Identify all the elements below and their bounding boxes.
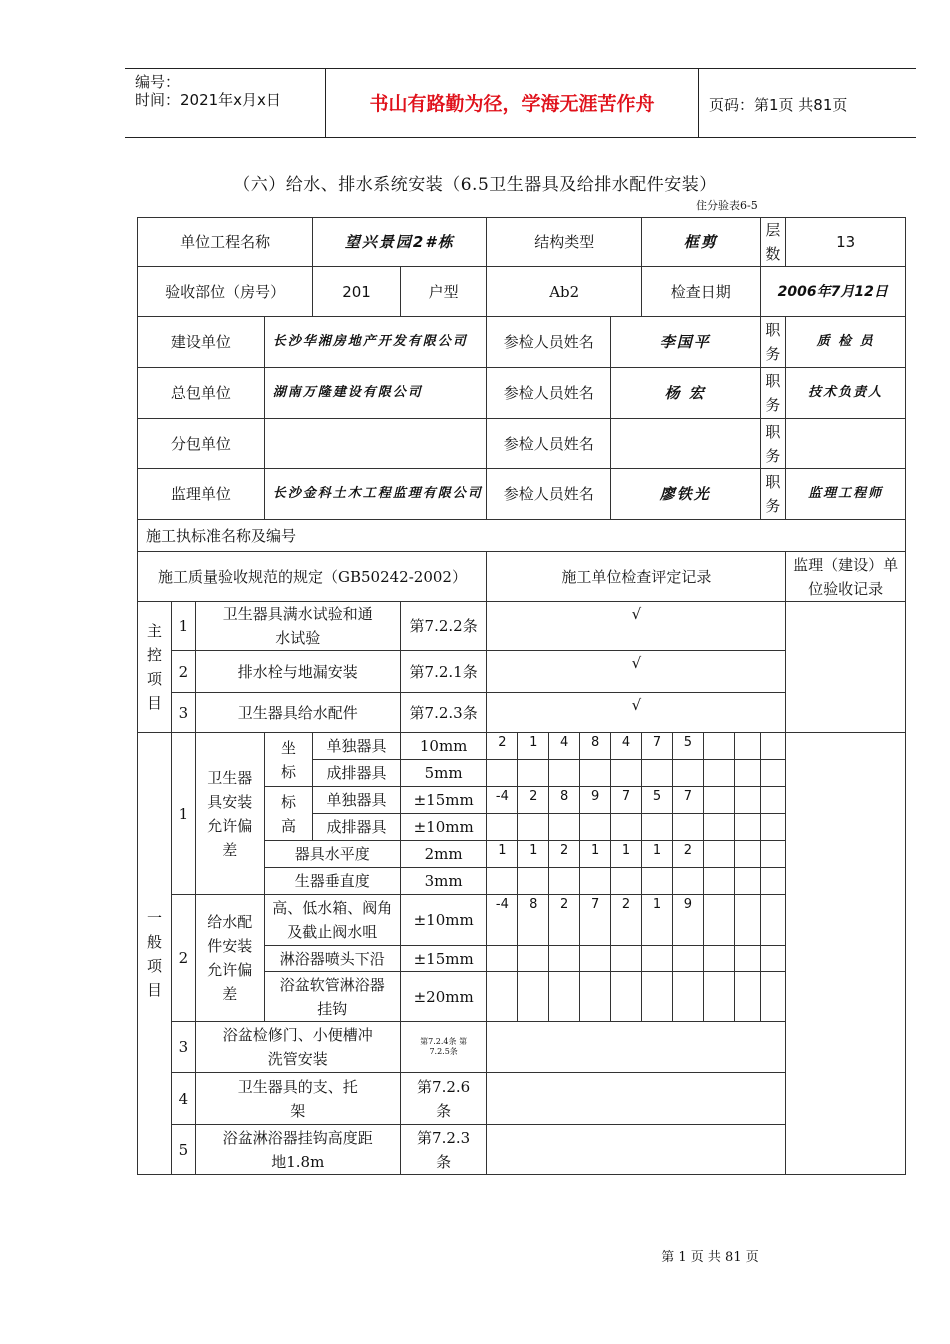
row-val: -4 — [487, 895, 518, 946]
row-val — [734, 895, 760, 946]
row-val — [760, 972, 786, 1022]
row-tol: ±10mm — [400, 895, 487, 946]
coord-label: 坐标 — [264, 733, 312, 787]
row-val — [642, 760, 673, 787]
floors-value: 13 — [786, 218, 906, 267]
row-val — [672, 946, 703, 972]
main-item-result: √ — [487, 651, 786, 693]
main-accept-cell — [786, 602, 906, 733]
row-tol: 2mm — [400, 841, 487, 868]
main-item-result: √ — [487, 693, 786, 733]
row-val — [611, 946, 642, 972]
main-control-label: 主控项目 — [138, 602, 172, 733]
main-item-result: √ — [487, 602, 786, 651]
row-val — [734, 814, 760, 841]
extra-item-clause: 第7.2.4条 第7.2.5条 — [400, 1022, 487, 1073]
general-item-no: 5 — [172, 1125, 196, 1175]
supervisor-label: 监理单位 — [138, 469, 265, 520]
supervisor-value: 长沙金科土木工程监理有限公司 — [264, 469, 487, 520]
row-val — [642, 814, 673, 841]
row-val — [611, 972, 642, 1022]
row-val — [672, 814, 703, 841]
row-tol: ±20mm — [400, 972, 487, 1022]
general-value: 湖南万隆建设有限公司 — [264, 368, 487, 419]
general-accept-cell — [786, 733, 906, 1175]
eval-header: 施工单位检查评定记录 — [487, 552, 786, 602]
row-val: 4 — [549, 733, 580, 760]
doc-time-label: 时间：2021年x月x日 — [135, 91, 281, 109]
row-val — [672, 868, 703, 895]
row-val — [703, 814, 734, 841]
row-val — [760, 868, 786, 895]
row-val — [487, 972, 518, 1022]
row-val — [760, 787, 786, 814]
row-val — [611, 760, 642, 787]
row-val — [487, 760, 518, 787]
row-val: 7 — [672, 787, 703, 814]
general-position-label: 职务 — [760, 368, 786, 419]
row-tol: 3mm — [400, 868, 487, 895]
row-val: 2 — [518, 787, 549, 814]
row-val: 2 — [549, 841, 580, 868]
supervisor-position-label: 职务 — [760, 469, 786, 520]
general-item-no: 2 — [172, 895, 196, 1022]
row-val — [549, 972, 580, 1022]
extra-item-name: 卫生器具的支、托 架 — [195, 1073, 400, 1125]
general-label: 总包单位 — [138, 368, 265, 419]
row-val — [549, 946, 580, 972]
general-person-value: 杨 宏 — [611, 368, 760, 419]
main-item-clause: 第7.2.3条 — [400, 693, 487, 733]
row-val — [580, 760, 611, 787]
extra-item-name: 浴盆检修门、小便槽冲洗管安装 — [195, 1022, 400, 1073]
header-page-cell — [699, 69, 916, 137]
row-val — [760, 841, 786, 868]
general-position-value: 技术负责人 — [786, 368, 906, 419]
row-val — [672, 760, 703, 787]
row-val — [703, 895, 734, 946]
supervisor-position-value: 监理工程师 — [786, 469, 906, 520]
check-date-label: 检查日期 — [642, 267, 761, 317]
row-val: 2 — [549, 895, 580, 946]
row-val — [580, 868, 611, 895]
unit-name-value: 望兴景园2#栋 — [313, 218, 487, 267]
row-val — [760, 814, 786, 841]
row-name: 生器垂直度 — [264, 868, 400, 895]
row-name: 器具水平度 — [264, 841, 400, 868]
row-val: 2 — [611, 895, 642, 946]
row-val — [611, 868, 642, 895]
standard-label: 施工执标准名称及编号 — [138, 520, 906, 552]
row-val: 1 — [580, 841, 611, 868]
builder-position-label: 职务 — [760, 317, 786, 368]
row-tol: ±15mm — [400, 946, 487, 972]
row-val — [580, 972, 611, 1022]
doc-number-label: 编号： — [135, 73, 181, 91]
g1-label: 卫生器具安装允许偏差 — [195, 733, 264, 895]
header-meta-cell — [125, 69, 326, 137]
row-name: 淋浴器喷头下沿 — [264, 946, 400, 972]
row-val: 8 — [549, 787, 580, 814]
builder-label: 建设单位 — [138, 317, 265, 368]
row-val — [760, 895, 786, 946]
elev-label: 标高 — [264, 787, 312, 841]
row-val — [734, 972, 760, 1022]
row-val — [760, 733, 786, 760]
row-val — [672, 972, 703, 1022]
row-val: 1 — [642, 895, 673, 946]
row-val: 5 — [642, 787, 673, 814]
accept-header: 监理（建设）单位验收记录 — [786, 552, 906, 602]
row-val — [518, 946, 549, 972]
row-val — [734, 946, 760, 972]
row-val — [703, 733, 734, 760]
row-val — [760, 946, 786, 972]
row-val — [518, 814, 549, 841]
row-val: 1 — [487, 841, 518, 868]
extra-item-result — [487, 1073, 786, 1125]
inspection-table — [137, 217, 906, 1175]
row-val — [642, 868, 673, 895]
structure-value: 框剪 — [642, 218, 761, 267]
row-val — [703, 787, 734, 814]
row-val — [703, 841, 734, 868]
row-val: 8 — [518, 895, 549, 946]
row-name: 单独器具 — [313, 787, 401, 814]
main-item-name: 卫生器具给水配件 — [195, 693, 400, 733]
builder-person-label: 参检人员姓名 — [487, 317, 611, 368]
row-val — [487, 946, 518, 972]
builder-position-value: 质 检 员 — [786, 317, 906, 368]
row-val: 2 — [672, 841, 703, 868]
header-motto-cell — [326, 69, 699, 137]
row-val — [487, 868, 518, 895]
row-val: 1 — [518, 841, 549, 868]
row-val — [734, 760, 760, 787]
house-type-label: 户型 — [400, 267, 487, 317]
row-val — [703, 868, 734, 895]
main-item-clause: 第7.2.2条 — [400, 602, 487, 651]
main-item-name: 排水栓与地漏安装 — [195, 651, 400, 693]
sub-value — [264, 419, 487, 469]
row-val — [642, 946, 673, 972]
floors-label: 层数 — [760, 218, 786, 267]
extra-item-name: 浴盆淋浴器挂钩高度距地1.8m — [195, 1125, 400, 1175]
sub-position-label: 职务 — [760, 419, 786, 469]
row-val: 7 — [580, 895, 611, 946]
general-item-no: 4 — [172, 1073, 196, 1125]
extra-item-result — [487, 1022, 786, 1073]
builder-person-value: 李国平 — [611, 317, 760, 368]
row-val: 9 — [672, 895, 703, 946]
row-val — [642, 972, 673, 1022]
row-val: 8 — [580, 733, 611, 760]
row-tol: 5mm — [400, 760, 487, 787]
row-val — [734, 733, 760, 760]
main-item-no: 3 — [172, 693, 196, 733]
row-val — [703, 972, 734, 1022]
row-val — [518, 868, 549, 895]
extra-item-result — [487, 1125, 786, 1175]
row-name: 高、低水箱、阀角及截止阀水咀 — [264, 895, 400, 946]
house-type-value: Ab2 — [487, 267, 642, 317]
supervisor-person-label: 参检人员姓名 — [487, 469, 611, 520]
row-tol: 10mm — [400, 733, 487, 760]
motto: 书山有路勤为径，学海无涯苦作舟 — [369, 93, 655, 115]
row-val — [703, 946, 734, 972]
general-person-label: 参检人员姓名 — [487, 368, 611, 419]
row-val — [580, 946, 611, 972]
row-val — [734, 841, 760, 868]
row-val — [549, 814, 580, 841]
main-item-no: 2 — [172, 651, 196, 693]
row-val — [518, 972, 549, 1022]
check-date-value: 2006年7月12日 — [760, 267, 905, 317]
row-val — [611, 814, 642, 841]
structure-label: 结构类型 — [487, 218, 642, 267]
page-header — [125, 68, 916, 138]
row-val: 5 — [672, 733, 703, 760]
row-val — [487, 814, 518, 841]
row-val — [549, 868, 580, 895]
general-item-no: 1 — [172, 733, 196, 895]
row-val: 4 — [611, 733, 642, 760]
row-val — [518, 760, 549, 787]
builder-value: 长沙华湘房地产开发有限公司 — [264, 317, 487, 368]
sub-label: 分包单位 — [138, 419, 265, 469]
row-name: 单独器具 — [313, 733, 401, 760]
row-val — [549, 760, 580, 787]
sub-person-label: 参检人员姓名 — [487, 419, 611, 469]
main-item-name: 卫生器具满水试验和通水试验 — [195, 602, 400, 651]
general-items-label: 一般项目 — [138, 733, 172, 1175]
extra-item-clause: 第7.2.6条 — [400, 1073, 487, 1125]
sub-person-value — [611, 419, 760, 469]
row-val — [760, 760, 786, 787]
supervisor-person-value: 廖铁光 — [611, 469, 760, 520]
row-val — [580, 814, 611, 841]
row-val: 1 — [642, 841, 673, 868]
unit-name-label: 单位工程名称 — [138, 218, 313, 267]
row-val: 1 — [611, 841, 642, 868]
part-value: 201 — [313, 267, 401, 317]
row-val: 9 — [580, 787, 611, 814]
row-name: 浴盆软管淋浴器挂钩 — [264, 972, 400, 1022]
row-name: 成排器具 — [313, 760, 401, 787]
part-label: 验收部位（房号） — [138, 267, 313, 317]
row-val: 7 — [642, 733, 673, 760]
form-number: 住分验表6-5 — [696, 199, 758, 212]
row-tol: ±15mm — [400, 787, 487, 814]
row-name: 成排器具 — [313, 814, 401, 841]
row-val — [734, 787, 760, 814]
general-item-no: 3 — [172, 1022, 196, 1073]
main-item-clause: 第7.2.1条 — [400, 651, 487, 693]
extra-item-clause: 第7.2.3条 — [400, 1125, 487, 1175]
main-item-no: 1 — [172, 602, 196, 651]
row-val: 7 — [611, 787, 642, 814]
spec-header: 施工质量验收规范的规定（GB50242-2002） — [138, 552, 487, 602]
row-val: 2 — [487, 733, 518, 760]
row-val: 1 — [518, 733, 549, 760]
sub-position-value — [786, 419, 906, 469]
page-footer: 第 1 页 共 81 页 — [661, 1250, 759, 1265]
row-val — [703, 760, 734, 787]
row-tol: ±10mm — [400, 814, 487, 841]
g2-label: 给水配件安装允许偏差 — [195, 895, 264, 1022]
row-val — [734, 868, 760, 895]
page-count-label: 页码：第1页 共81页 — [709, 96, 848, 114]
row-val: -4 — [487, 787, 518, 814]
doc-title: （六）给水、排水系统安装（6.5卫生器具及给排水配件安装） — [233, 175, 717, 195]
